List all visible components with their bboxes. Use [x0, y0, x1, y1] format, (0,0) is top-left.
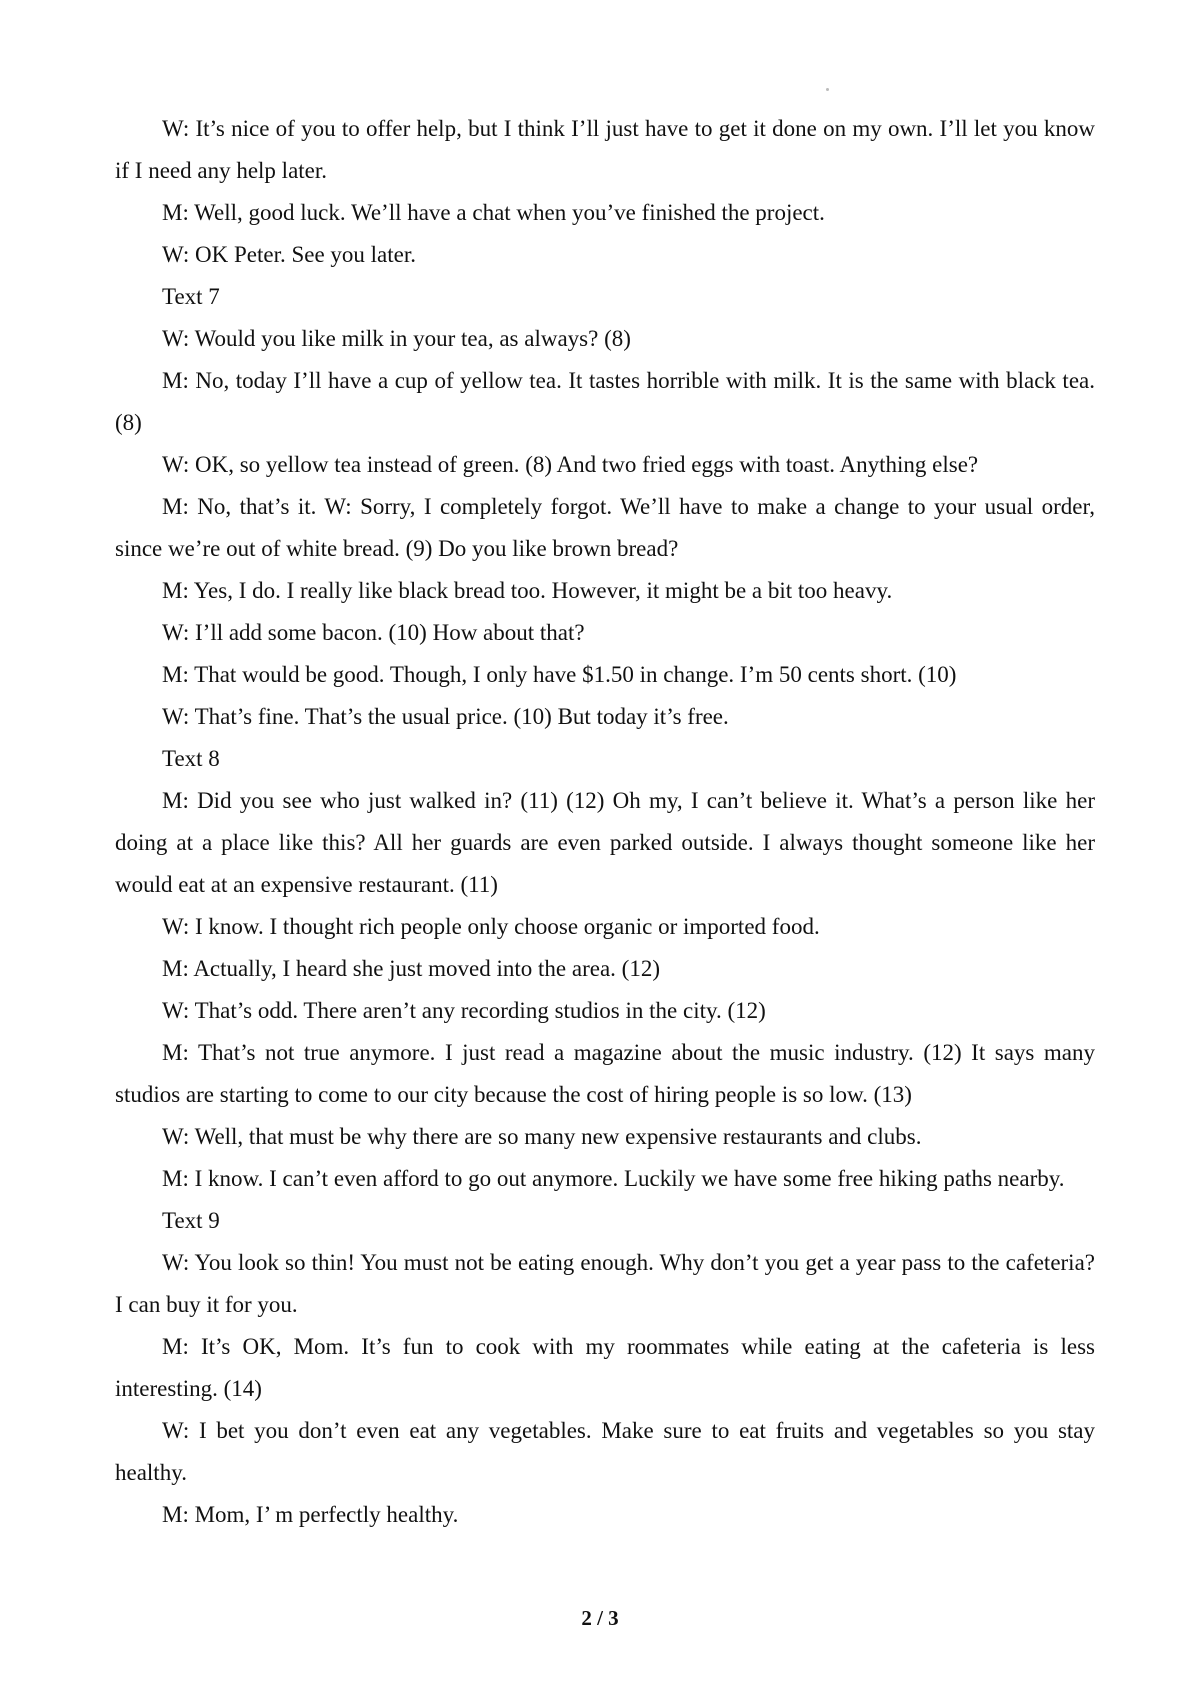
page-number: 2 / 3: [581, 1606, 619, 1630]
dialogue-paragraph: W: I’ll add some bacon. (10) How about that?: [162, 620, 585, 645]
dialogue-paragraph: M: No, that’s it. W: Sorry, I completely forgot. We’ll have to make a change to your usual order, since we’re out of white bread. (9) Do you like brown bread?: [115, 494, 1095, 561]
dialogue-paragraph: W: I know. I thought rich people only choose organic or imported food.: [162, 914, 820, 939]
dialogue-paragraph: M: Actually, I heard she just moved into the area. (12): [162, 956, 660, 981]
dialogue-paragraph: W: You look so thin! You must not be eating enough. Why don’t you get a year pass to the cafeteria? I can buy it for you.: [115, 1250, 1095, 1317]
dialogue-paragraph: M: Yes, I do. I really like black bread too. However, it might be a bit too heavy.: [162, 578, 893, 603]
dialogue-paragraph: W: Would you like milk in your tea, as always? (8): [162, 326, 631, 351]
dialogue-paragraph: M: Did you see who just walked in? (11) (12) Oh my, I can’t believe it. What’s a person like her doing at a place like this? All her guards are even parked outside. I always thought someone like her would eat at an expensive restaurant. (11): [115, 788, 1095, 897]
dialogue-paragraph: W: OK, so yellow tea instead of green. (8) And two fried eggs with toast. Anything else?: [162, 452, 979, 477]
section-heading: Text 8: [162, 746, 220, 771]
section-heading: Text 9: [162, 1208, 220, 1233]
dialogue-paragraph: W: That’s fine. That’s the usual price. (10) But today it’s free.: [162, 704, 729, 729]
dialogue-paragraph: W: I bet you don’t even eat any vegetables. Make sure to eat fruits and vegetables so you stay healthy.: [115, 1418, 1095, 1485]
dialogue-paragraph: W: It’s nice of you to offer help, but I think I’ll just have to get it done on my own. I’ll let you know if I need any help later.: [115, 116, 1095, 183]
dialogue-paragraph: W: OK Peter. See you later.: [162, 242, 416, 267]
dialogue-paragraph: M: No, today I’ll have a cup of yellow tea. It tastes horrible with milk. It is the same with black tea. (8): [115, 368, 1095, 435]
dialogue-paragraph: W: Well, that must be why there are so many new expensive restaurants and clubs.: [162, 1124, 922, 1149]
dialogue-paragraph: M: Mom, I’ m perfectly healthy.: [162, 1502, 459, 1527]
dialogue-paragraph: W: That’s odd. There aren’t any recording studios in the city. (12): [162, 998, 766, 1023]
dialogue-paragraph: M: Well, good luck. We’ll have a chat when you’ve finished the project.: [162, 200, 825, 225]
dialogue-paragraph: M: That would be good. Though, I only have $1.50 in change. I’m 50 cents short. (10): [162, 662, 957, 687]
dialogue-paragraph: M: I know. I can’t even afford to go out anymore. Luckily we have some free hiking paths nearby.: [162, 1166, 1065, 1191]
section-heading: Text 7: [162, 284, 220, 309]
dialogue-paragraph: M: It’s OK, Mom. It’s fun to cook with my roommates while eating at the cafeteria is less interesting. (14): [115, 1334, 1095, 1401]
scan-speck: [826, 88, 829, 91]
dialogue-paragraph: M: That’s not true anymore. I just read a magazine about the music industry. (12) It says many studios are starting to come to our city because the cost of hiring people is so low. (13): [115, 1040, 1095, 1107]
document-body: [115, 108, 1095, 1536]
